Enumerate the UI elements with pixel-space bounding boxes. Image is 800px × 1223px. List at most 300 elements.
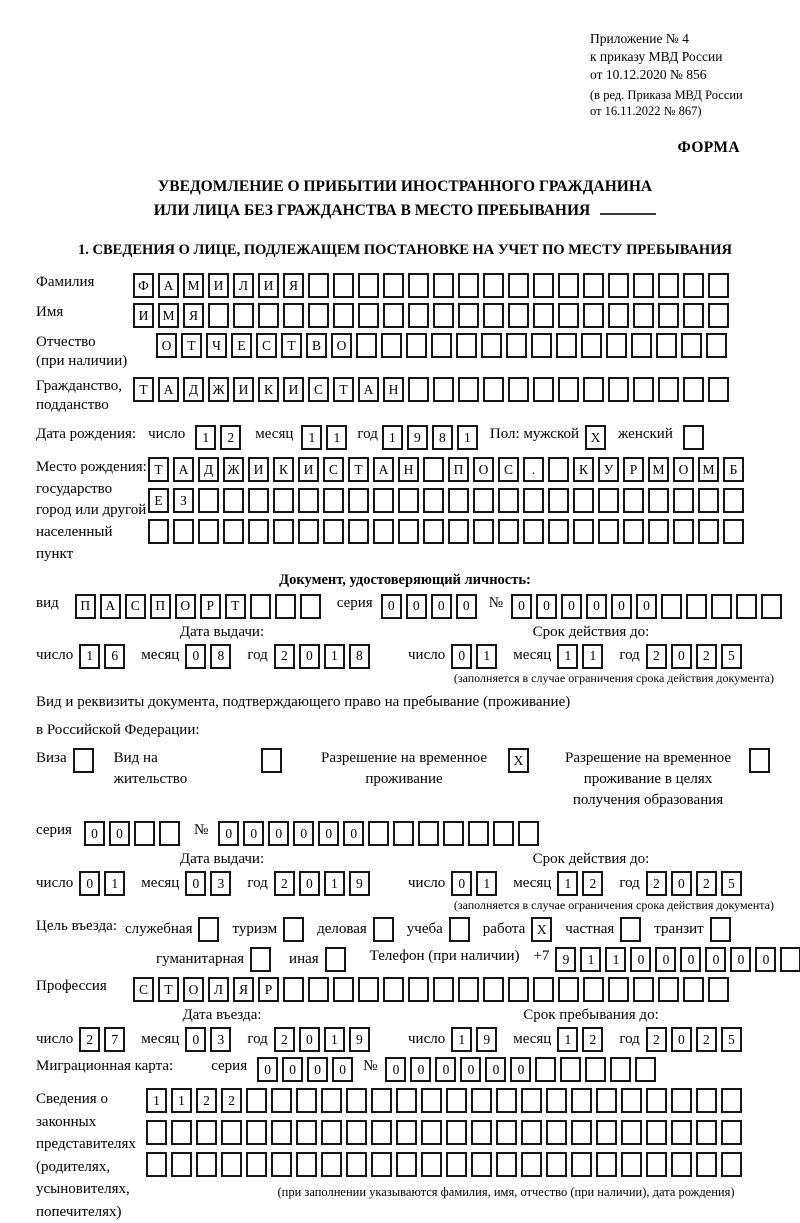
char-cell[interactable] <box>300 594 321 619</box>
char-cell[interactable] <box>246 1120 267 1145</box>
char-cell[interactable] <box>283 977 304 1002</box>
temporary-residence-checkbox[interactable] <box>508 748 533 773</box>
char-cell[interactable]: 5 <box>721 871 742 896</box>
char-cell[interactable]: 0 <box>451 644 472 669</box>
char-cell[interactable] <box>546 1120 567 1145</box>
char-cell[interactable]: 1 <box>580 947 601 972</box>
char-cell[interactable] <box>446 1088 467 1113</box>
char-cell[interactable] <box>761 594 782 619</box>
char-cell[interactable] <box>531 333 552 358</box>
char-cell[interactable] <box>456 333 477 358</box>
char-cell[interactable]: 6 <box>104 644 125 669</box>
char-cell[interactable]: 0 <box>630 947 651 972</box>
birthplace-row1[interactable] <box>148 457 748 482</box>
char-cell[interactable]: 0 <box>406 594 427 619</box>
char-cell[interactable] <box>271 1152 292 1177</box>
char-cell[interactable]: 8 <box>432 425 453 450</box>
char-cell[interactable] <box>393 821 414 846</box>
char-cell[interactable] <box>448 488 469 513</box>
char-cell[interactable]: 0 <box>385 1057 406 1082</box>
char-cell[interactable] <box>321 1120 342 1145</box>
char-cell[interactable] <box>633 303 654 328</box>
char-cell[interactable]: 8 <box>210 644 231 669</box>
char-cell[interactable] <box>571 1120 592 1145</box>
char-cell[interactable] <box>173 519 194 544</box>
char-cell[interactable] <box>673 519 694 544</box>
char-cell[interactable] <box>171 1152 192 1177</box>
surname-cells[interactable] <box>133 273 733 298</box>
char-cell[interactable] <box>621 1088 642 1113</box>
char-cell[interactable] <box>446 1120 467 1145</box>
sex-female-checkbox[interactable] <box>683 425 708 450</box>
char-cell[interactable]: 0 <box>185 871 206 896</box>
char-cell[interactable]: 9 <box>349 871 370 896</box>
char-cell[interactable]: Т <box>225 594 246 619</box>
char-cell[interactable] <box>518 821 539 846</box>
char-cell[interactable] <box>608 377 629 402</box>
char-cell[interactable] <box>221 1152 242 1177</box>
char-cell[interactable]: 1 <box>557 1027 578 1052</box>
char-cell[interactable] <box>333 977 354 1002</box>
char-cell[interactable] <box>558 977 579 1002</box>
temporary-residence-education-checkbox[interactable] <box>749 748 774 773</box>
other-checkbox[interactable] <box>325 947 350 972</box>
char-cell[interactable]: 0 <box>299 871 320 896</box>
char-cell[interactable]: Л <box>208 977 229 1002</box>
char-cell[interactable]: 2 <box>274 871 295 896</box>
char-cell[interactable]: Т <box>348 457 369 482</box>
char-cell[interactable]: 1 <box>476 644 497 669</box>
char-cell[interactable]: С <box>308 377 329 402</box>
char-cell[interactable] <box>423 488 444 513</box>
char-cell[interactable] <box>223 488 244 513</box>
char-cell[interactable]: Л <box>233 273 254 298</box>
char-cell[interactable]: И <box>283 377 304 402</box>
char-cell[interactable]: Ж <box>208 377 229 402</box>
char-cell[interactable] <box>496 1088 517 1113</box>
char-cell[interactable]: 0 <box>299 644 320 669</box>
char-cell[interactable] <box>146 1152 167 1177</box>
char-cell[interactable] <box>198 917 219 942</box>
char-cell[interactable]: 0 <box>268 821 289 846</box>
char-cell[interactable] <box>346 1120 367 1145</box>
char-cell[interactable]: 0 <box>451 871 472 896</box>
char-cell[interactable] <box>648 519 669 544</box>
char-cell[interactable]: 1 <box>324 1027 345 1052</box>
char-cell[interactable]: Т <box>158 977 179 1002</box>
char-cell[interactable] <box>780 947 800 972</box>
char-cell[interactable] <box>558 273 579 298</box>
char-cell[interactable]: 1 <box>605 947 626 972</box>
char-cell[interactable] <box>658 977 679 1002</box>
char-cell[interactable] <box>658 377 679 402</box>
char-cell[interactable] <box>610 1057 631 1082</box>
char-cell[interactable] <box>471 1120 492 1145</box>
char-cell[interactable] <box>261 748 282 773</box>
char-cell[interactable]: М <box>183 273 204 298</box>
char-cell[interactable] <box>271 1120 292 1145</box>
char-cell[interactable] <box>708 977 729 1002</box>
char-cell[interactable] <box>258 303 279 328</box>
char-cell[interactable] <box>308 977 329 1002</box>
char-cell[interactable] <box>458 377 479 402</box>
char-cell[interactable] <box>646 1088 667 1113</box>
char-cell[interactable] <box>159 821 180 846</box>
char-cell[interactable]: 0 <box>257 1057 278 1082</box>
char-cell[interactable] <box>631 333 652 358</box>
char-cell[interactable] <box>696 1152 717 1177</box>
char-cell[interactable]: И <box>298 457 319 482</box>
doc-type-cells[interactable] <box>75 594 325 619</box>
char-cell[interactable] <box>358 273 379 298</box>
char-cell[interactable] <box>608 977 629 1002</box>
char-cell[interactable] <box>471 1152 492 1177</box>
char-cell[interactable] <box>583 303 604 328</box>
char-cell[interactable] <box>73 748 94 773</box>
char-cell[interactable] <box>496 1152 517 1177</box>
char-cell[interactable]: 1 <box>582 644 603 669</box>
char-cell[interactable] <box>433 977 454 1002</box>
char-cell[interactable] <box>533 377 554 402</box>
char-cell[interactable]: 0 <box>561 594 582 619</box>
char-cell[interactable]: 0 <box>109 821 130 846</box>
char-cell[interactable] <box>398 488 419 513</box>
char-cell[interactable]: 1 <box>476 871 497 896</box>
char-cell[interactable]: 2 <box>696 1027 717 1052</box>
char-cell[interactable]: 0 <box>705 947 726 972</box>
residence-valid-month[interactable] <box>557 871 607 896</box>
char-cell[interactable] <box>208 303 229 328</box>
char-cell[interactable] <box>223 519 244 544</box>
char-cell[interactable]: 2 <box>220 425 241 450</box>
char-cell[interactable] <box>571 1152 592 1177</box>
char-cell[interactable]: С <box>323 457 344 482</box>
char-cell[interactable]: В <box>306 333 327 358</box>
char-cell[interactable]: Б <box>723 457 744 482</box>
char-cell[interactable]: Т <box>181 333 202 358</box>
char-cell[interactable]: 0 <box>456 594 477 619</box>
char-cell[interactable]: 0 <box>671 644 692 669</box>
char-cell[interactable]: Д <box>198 457 219 482</box>
residence-issue-year[interactable] <box>274 871 374 896</box>
residence-number-cells[interactable] <box>218 821 543 846</box>
char-cell[interactable]: С <box>125 594 146 619</box>
char-cell[interactable]: С <box>498 457 519 482</box>
char-cell[interactable] <box>585 1057 606 1082</box>
char-cell[interactable] <box>723 488 744 513</box>
char-cell[interactable] <box>633 273 654 298</box>
char-cell[interactable] <box>368 821 389 846</box>
doc-issue-year[interactable] <box>274 644 374 669</box>
representatives-row3[interactable] <box>146 1152 746 1177</box>
char-cell[interactable] <box>246 1152 267 1177</box>
birthplace-row3[interactable] <box>148 519 748 544</box>
transit-checkbox[interactable] <box>710 917 735 942</box>
char-cell[interactable]: Н <box>383 377 404 402</box>
char-cell[interactable] <box>521 1120 542 1145</box>
char-cell[interactable] <box>596 1120 617 1145</box>
char-cell[interactable] <box>346 1152 367 1177</box>
char-cell[interactable] <box>621 1152 642 1177</box>
char-cell[interactable] <box>233 303 254 328</box>
char-cell[interactable] <box>458 303 479 328</box>
char-cell[interactable] <box>708 273 729 298</box>
char-cell[interactable]: И <box>208 273 229 298</box>
char-cell[interactable]: А <box>158 273 179 298</box>
char-cell[interactable]: 0 <box>381 594 402 619</box>
char-cell[interactable] <box>623 488 644 513</box>
char-cell[interactable] <box>533 977 554 1002</box>
char-cell[interactable]: С <box>256 333 277 358</box>
char-cell[interactable] <box>250 594 271 619</box>
char-cell[interactable] <box>581 333 602 358</box>
char-cell[interactable] <box>673 488 694 513</box>
char-cell[interactable]: И <box>248 457 269 482</box>
phone-cells[interactable] <box>555 947 800 972</box>
char-cell[interactable]: 2 <box>646 1027 667 1052</box>
study-checkbox[interactable] <box>449 917 474 942</box>
char-cell[interactable] <box>596 1088 617 1113</box>
char-cell[interactable] <box>656 333 677 358</box>
char-cell[interactable] <box>596 1152 617 1177</box>
char-cell[interactable] <box>358 303 379 328</box>
char-cell[interactable] <box>433 303 454 328</box>
char-cell[interactable] <box>661 594 682 619</box>
char-cell[interactable]: 0 <box>611 594 632 619</box>
char-cell[interactable] <box>321 1152 342 1177</box>
char-cell[interactable] <box>298 519 319 544</box>
char-cell[interactable]: 0 <box>307 1057 328 1082</box>
char-cell[interactable]: 7 <box>104 1027 125 1052</box>
char-cell[interactable] <box>273 519 294 544</box>
char-cell[interactable] <box>683 425 704 450</box>
char-cell[interactable] <box>371 1152 392 1177</box>
doc-issue-month[interactable] <box>185 644 235 669</box>
char-cell[interactable]: Я <box>183 303 204 328</box>
char-cell[interactable]: 0 <box>410 1057 431 1082</box>
char-cell[interactable]: П <box>150 594 171 619</box>
char-cell[interactable]: 1 <box>557 644 578 669</box>
business-checkbox[interactable] <box>373 917 398 942</box>
char-cell[interactable] <box>608 273 629 298</box>
char-cell[interactable] <box>686 594 707 619</box>
char-cell[interactable] <box>296 1152 317 1177</box>
char-cell[interactable] <box>708 377 729 402</box>
char-cell[interactable]: 9 <box>349 1027 370 1052</box>
char-cell[interactable]: 0 <box>332 1057 353 1082</box>
char-cell[interactable] <box>546 1088 567 1113</box>
entry-month[interactable] <box>185 1027 235 1052</box>
char-cell[interactable]: 2 <box>221 1088 242 1113</box>
char-cell[interactable]: X <box>531 917 552 942</box>
char-cell[interactable]: О <box>175 594 196 619</box>
char-cell[interactable] <box>635 1057 656 1082</box>
char-cell[interactable] <box>396 1088 417 1113</box>
char-cell[interactable] <box>468 821 489 846</box>
char-cell[interactable] <box>623 519 644 544</box>
char-cell[interactable]: 0 <box>435 1057 456 1082</box>
char-cell[interactable] <box>548 488 569 513</box>
char-cell[interactable] <box>696 1088 717 1113</box>
name-cells[interactable] <box>133 303 733 328</box>
char-cell[interactable] <box>683 977 704 1002</box>
char-cell[interactable] <box>333 303 354 328</box>
char-cell[interactable]: 0 <box>460 1057 481 1082</box>
char-cell[interactable] <box>308 273 329 298</box>
char-cell[interactable]: 1 <box>382 425 403 450</box>
char-cell[interactable]: 0 <box>84 821 105 846</box>
char-cell[interactable] <box>706 333 727 358</box>
char-cell[interactable]: X <box>508 748 529 773</box>
residence-series-cells[interactable] <box>84 821 184 846</box>
char-cell[interactable] <box>383 303 404 328</box>
char-cell[interactable]: Д <box>183 377 204 402</box>
char-cell[interactable]: 1 <box>104 871 125 896</box>
char-cell[interactable] <box>396 1120 417 1145</box>
char-cell[interactable]: Т <box>133 377 154 402</box>
char-cell[interactable] <box>298 488 319 513</box>
char-cell[interactable] <box>421 1120 442 1145</box>
char-cell[interactable]: Ж <box>223 457 244 482</box>
char-cell[interactable]: . <box>523 457 544 482</box>
migration-series-cells[interactable] <box>257 1057 357 1082</box>
char-cell[interactable]: М <box>648 457 669 482</box>
char-cell[interactable] <box>533 303 554 328</box>
char-cell[interactable]: О <box>331 333 352 358</box>
char-cell[interactable]: 0 <box>671 871 692 896</box>
char-cell[interactable]: 0 <box>343 821 364 846</box>
char-cell[interactable] <box>598 488 619 513</box>
char-cell[interactable]: 0 <box>282 1057 303 1082</box>
char-cell[interactable] <box>449 917 470 942</box>
stay-day[interactable] <box>451 1027 501 1052</box>
char-cell[interactable]: 0 <box>318 821 339 846</box>
char-cell[interactable]: 2 <box>582 1027 603 1052</box>
char-cell[interactable]: Е <box>231 333 252 358</box>
char-cell[interactable]: П <box>448 457 469 482</box>
char-cell[interactable]: 3 <box>210 1027 231 1052</box>
residence-permit-checkbox[interactable] <box>261 748 286 773</box>
char-cell[interactable]: И <box>233 377 254 402</box>
char-cell[interactable] <box>583 377 604 402</box>
char-cell[interactable] <box>248 488 269 513</box>
private-checkbox[interactable] <box>620 917 645 942</box>
char-cell[interactable]: 0 <box>511 594 532 619</box>
humanitarian-checkbox[interactable] <box>250 947 275 972</box>
char-cell[interactable] <box>533 273 554 298</box>
char-cell[interactable]: У <box>598 457 619 482</box>
char-cell[interactable]: 0 <box>680 947 701 972</box>
char-cell[interactable] <box>406 333 427 358</box>
char-cell[interactable] <box>483 377 504 402</box>
char-cell[interactable] <box>398 519 419 544</box>
char-cell[interactable] <box>698 488 719 513</box>
char-cell[interactable]: 2 <box>79 1027 100 1052</box>
char-cell[interactable] <box>473 519 494 544</box>
char-cell[interactable] <box>408 273 429 298</box>
char-cell[interactable]: 1 <box>195 425 216 450</box>
char-cell[interactable] <box>373 917 394 942</box>
char-cell[interactable] <box>681 333 702 358</box>
char-cell[interactable] <box>548 519 569 544</box>
char-cell[interactable]: 1 <box>326 425 347 450</box>
char-cell[interactable] <box>646 1120 667 1145</box>
char-cell[interactable] <box>658 273 679 298</box>
char-cell[interactable]: 2 <box>646 871 667 896</box>
char-cell[interactable] <box>283 303 304 328</box>
char-cell[interactable]: А <box>173 457 194 482</box>
char-cell[interactable]: О <box>673 457 694 482</box>
char-cell[interactable] <box>508 273 529 298</box>
char-cell[interactable] <box>560 1057 581 1082</box>
char-cell[interactable] <box>423 519 444 544</box>
char-cell[interactable] <box>696 1120 717 1145</box>
birth-month-cells[interactable] <box>301 425 351 450</box>
citizenship-cells[interactable] <box>133 377 733 402</box>
doc-issue-day[interactable] <box>79 644 129 669</box>
char-cell[interactable] <box>671 1088 692 1113</box>
char-cell[interactable]: Я <box>233 977 254 1002</box>
char-cell[interactable] <box>548 457 569 482</box>
char-cell[interactable]: Р <box>623 457 644 482</box>
char-cell[interactable]: 0 <box>636 594 657 619</box>
char-cell[interactable] <box>721 1088 742 1113</box>
doc-number-cells[interactable] <box>511 594 786 619</box>
char-cell[interactable]: 0 <box>730 947 751 972</box>
char-cell[interactable] <box>148 519 169 544</box>
char-cell[interactable]: X <box>585 425 606 450</box>
char-cell[interactable]: 2 <box>696 871 717 896</box>
char-cell[interactable]: П <box>75 594 96 619</box>
char-cell[interactable]: А <box>100 594 121 619</box>
char-cell[interactable] <box>633 377 654 402</box>
char-cell[interactable] <box>683 273 704 298</box>
char-cell[interactable]: 5 <box>721 1027 742 1052</box>
char-cell[interactable] <box>683 377 704 402</box>
char-cell[interactable] <box>408 303 429 328</box>
char-cell[interactable] <box>721 1120 742 1145</box>
char-cell[interactable] <box>296 1088 317 1113</box>
char-cell[interactable]: И <box>258 273 279 298</box>
tourism-checkbox[interactable] <box>283 917 308 942</box>
char-cell[interactable] <box>571 1088 592 1113</box>
char-cell[interactable]: Р <box>258 977 279 1002</box>
doc-valid-month[interactable] <box>557 644 607 669</box>
char-cell[interactable] <box>483 303 504 328</box>
char-cell[interactable]: 1 <box>301 425 322 450</box>
char-cell[interactable] <box>408 377 429 402</box>
char-cell[interactable] <box>421 1152 442 1177</box>
char-cell[interactable] <box>346 1088 367 1113</box>
char-cell[interactable] <box>371 1120 392 1145</box>
char-cell[interactable] <box>646 1152 667 1177</box>
char-cell[interactable] <box>473 488 494 513</box>
char-cell[interactable] <box>521 1088 542 1113</box>
char-cell[interactable] <box>423 457 444 482</box>
char-cell[interactable] <box>356 333 377 358</box>
char-cell[interactable] <box>396 1152 417 1177</box>
char-cell[interactable]: 2 <box>582 871 603 896</box>
char-cell[interactable]: 0 <box>185 1027 206 1052</box>
char-cell[interactable] <box>296 1120 317 1145</box>
char-cell[interactable] <box>523 519 544 544</box>
char-cell[interactable]: К <box>573 457 594 482</box>
char-cell[interactable] <box>358 977 379 1002</box>
char-cell[interactable] <box>573 488 594 513</box>
char-cell[interactable]: А <box>358 377 379 402</box>
char-cell[interactable] <box>418 821 439 846</box>
char-cell[interactable] <box>246 1088 267 1113</box>
